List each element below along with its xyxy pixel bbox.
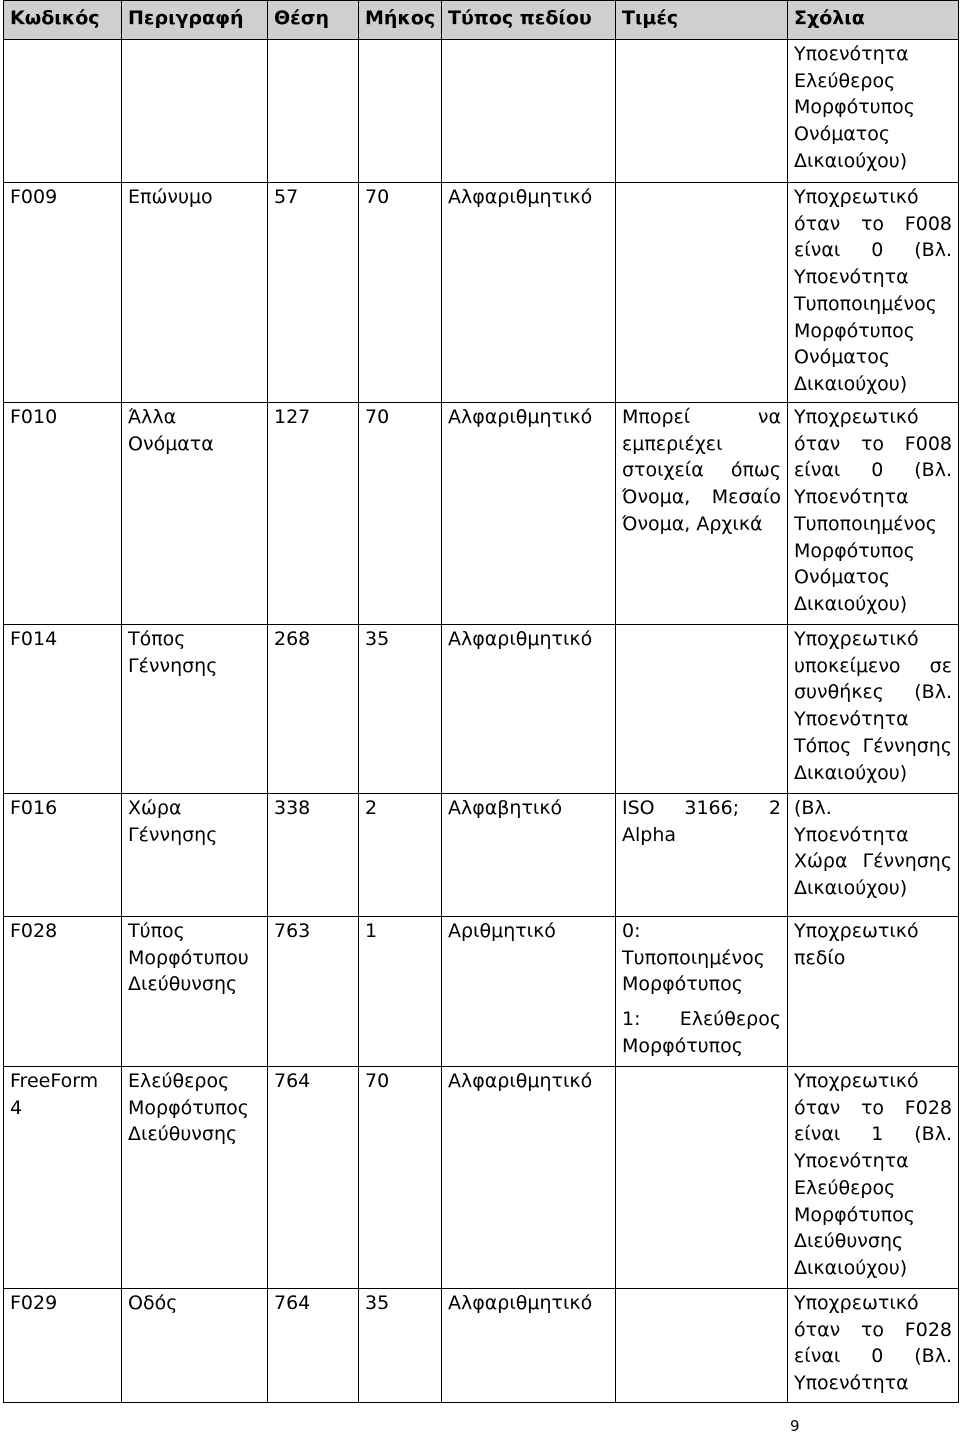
cell-field-type: Αλφαριθμητικό xyxy=(442,403,616,625)
cell-values xyxy=(616,40,788,183)
table-row xyxy=(4,794,959,917)
header-description: Περιγραφή xyxy=(122,1,268,40)
cell-description xyxy=(122,40,268,183)
values-spacer xyxy=(622,998,781,1006)
header-values: Τιμές xyxy=(616,1,788,40)
cell-description: Επώνυμο xyxy=(122,183,268,403)
cell-code: FreeForm 4 xyxy=(4,1067,122,1289)
cell-comments: Υποενότητα Ελεύθερος Μορφότυπος Ονόματος Δικαιούχου) xyxy=(788,40,959,183)
cell-position: 764 xyxy=(268,1289,359,1403)
cell-position: 764 xyxy=(268,1067,359,1289)
cell-field-type: Αλφαριθμητικό xyxy=(442,1067,616,1289)
table-row xyxy=(4,403,959,625)
cell-values-extra: 1: Ελεύθερος Μορφότυπος xyxy=(622,1008,781,1057)
cell-description: Άλλα Ονόματα xyxy=(122,403,268,625)
cell-position: 57 xyxy=(268,183,359,403)
cell-position: 127 xyxy=(268,403,359,625)
field-spec-table xyxy=(3,0,959,1403)
cell-values: 0: Τυποποιημένος Μορφότυπος xyxy=(622,920,765,996)
cell-description: Χώρα Γέννησης xyxy=(122,794,268,917)
cell-code: F014 xyxy=(4,625,122,794)
cell-description: Οδός xyxy=(122,1289,268,1403)
cell-code: F016 xyxy=(4,794,122,917)
table-row xyxy=(4,40,959,183)
cell-length xyxy=(359,40,442,183)
cell-description: Τύπος Μορφότυπου Διεύθυνσης xyxy=(122,917,268,1067)
cell-values xyxy=(616,1289,788,1403)
cell-length: 70 xyxy=(359,183,442,403)
cell-position: 338 xyxy=(268,794,359,917)
cell-description: Ελεύθερος Μορφότυπος Διεύθυνσης xyxy=(122,1067,268,1289)
cell-position: 763 xyxy=(268,917,359,1067)
cell-code: F009 xyxy=(4,183,122,403)
cell-length: 35 xyxy=(359,1289,442,1403)
cell-code: F028 xyxy=(4,917,122,1067)
cell-length: 70 xyxy=(359,1067,442,1289)
cell-field-type: Αριθμητικό xyxy=(442,917,616,1067)
header-comments: Σχόλια xyxy=(788,1,959,40)
cell-code: F010 xyxy=(4,403,122,625)
header-position: Θέση xyxy=(268,1,359,40)
cell-length: 70 xyxy=(359,403,442,625)
cell-values xyxy=(616,183,788,403)
table-row xyxy=(4,1289,959,1403)
header-length: Μήκος xyxy=(359,1,442,40)
cell-values xyxy=(616,1067,788,1289)
header-code: Κωδικός xyxy=(4,1,122,40)
table-header-row xyxy=(4,1,959,40)
cell-field-type: Αλφαριθμητικό xyxy=(442,625,616,794)
cell-length: 35 xyxy=(359,625,442,794)
table-row xyxy=(4,1067,959,1289)
cell-description: Τόπος Γέννησης xyxy=(122,625,268,794)
cell-comments: Υποχρεωτικό όταν το F028 είναι 0 (Βλ. Υποενότητα xyxy=(788,1289,959,1403)
page-number: 9 xyxy=(790,1417,800,1435)
table-row xyxy=(4,625,959,794)
table-row xyxy=(4,183,959,403)
table-row xyxy=(4,917,959,1067)
cell-field-type xyxy=(442,40,616,183)
cell-values xyxy=(616,625,788,794)
cell-comments: Υποχρεωτικό όταν το F028 είναι 1 (Βλ. Υποενότητα Ελεύθερος Μορφότυπος Διεύθυνσης Δικαιούχου) xyxy=(788,1067,959,1289)
cell-position xyxy=(268,40,359,183)
cell-code: F029 xyxy=(4,1289,122,1403)
cell-comments: Υποχρεωτικό όταν το F008 είναι 0 (Βλ. Υποενότητα Τυποποιημένος Μορφότυπος Ονόματος Δικαιούχου) xyxy=(788,183,959,403)
cell-values-group xyxy=(616,917,788,1067)
cell-position: 268 xyxy=(268,625,359,794)
cell-comments: Υποχρεωτικό όταν το F008 είναι 0 (Βλ. Υποενότητα Τυποποιημένος Μορφότυπος Ονόματος Δικαιούχου) xyxy=(788,403,959,625)
cell-field-type: Αλφαριθμητικό xyxy=(442,1289,616,1403)
header-field-type: Τύπος πεδίου xyxy=(442,1,616,40)
cell-field-type: Αλφαριθμητικό xyxy=(442,183,616,403)
cell-comments: Υποχρεωτικό υποκείμενο σε συνθήκες (Βλ. Υποενότητα Τόπος Γέννησης Δικαιούχου) xyxy=(788,625,959,794)
cell-values: ISO 3166; 2 Alpha xyxy=(616,794,788,917)
cell-comments: Υποχρεωτικό πεδίο xyxy=(788,917,959,1067)
cell-values: Μπορεί να εμπεριέχει στοιχεία όπως Όνομα, Μεσαίο Όνομα, Αρχικά xyxy=(616,403,788,625)
cell-field-type: Αλφαβητικό xyxy=(442,794,616,917)
cell-length: 1 xyxy=(359,917,442,1067)
cell-code xyxy=(4,40,122,183)
cell-length: 2 xyxy=(359,794,442,917)
cell-comments: (Βλ. Υποενότητα Χώρα Γέννησης Δικαιούχου) xyxy=(788,794,959,917)
